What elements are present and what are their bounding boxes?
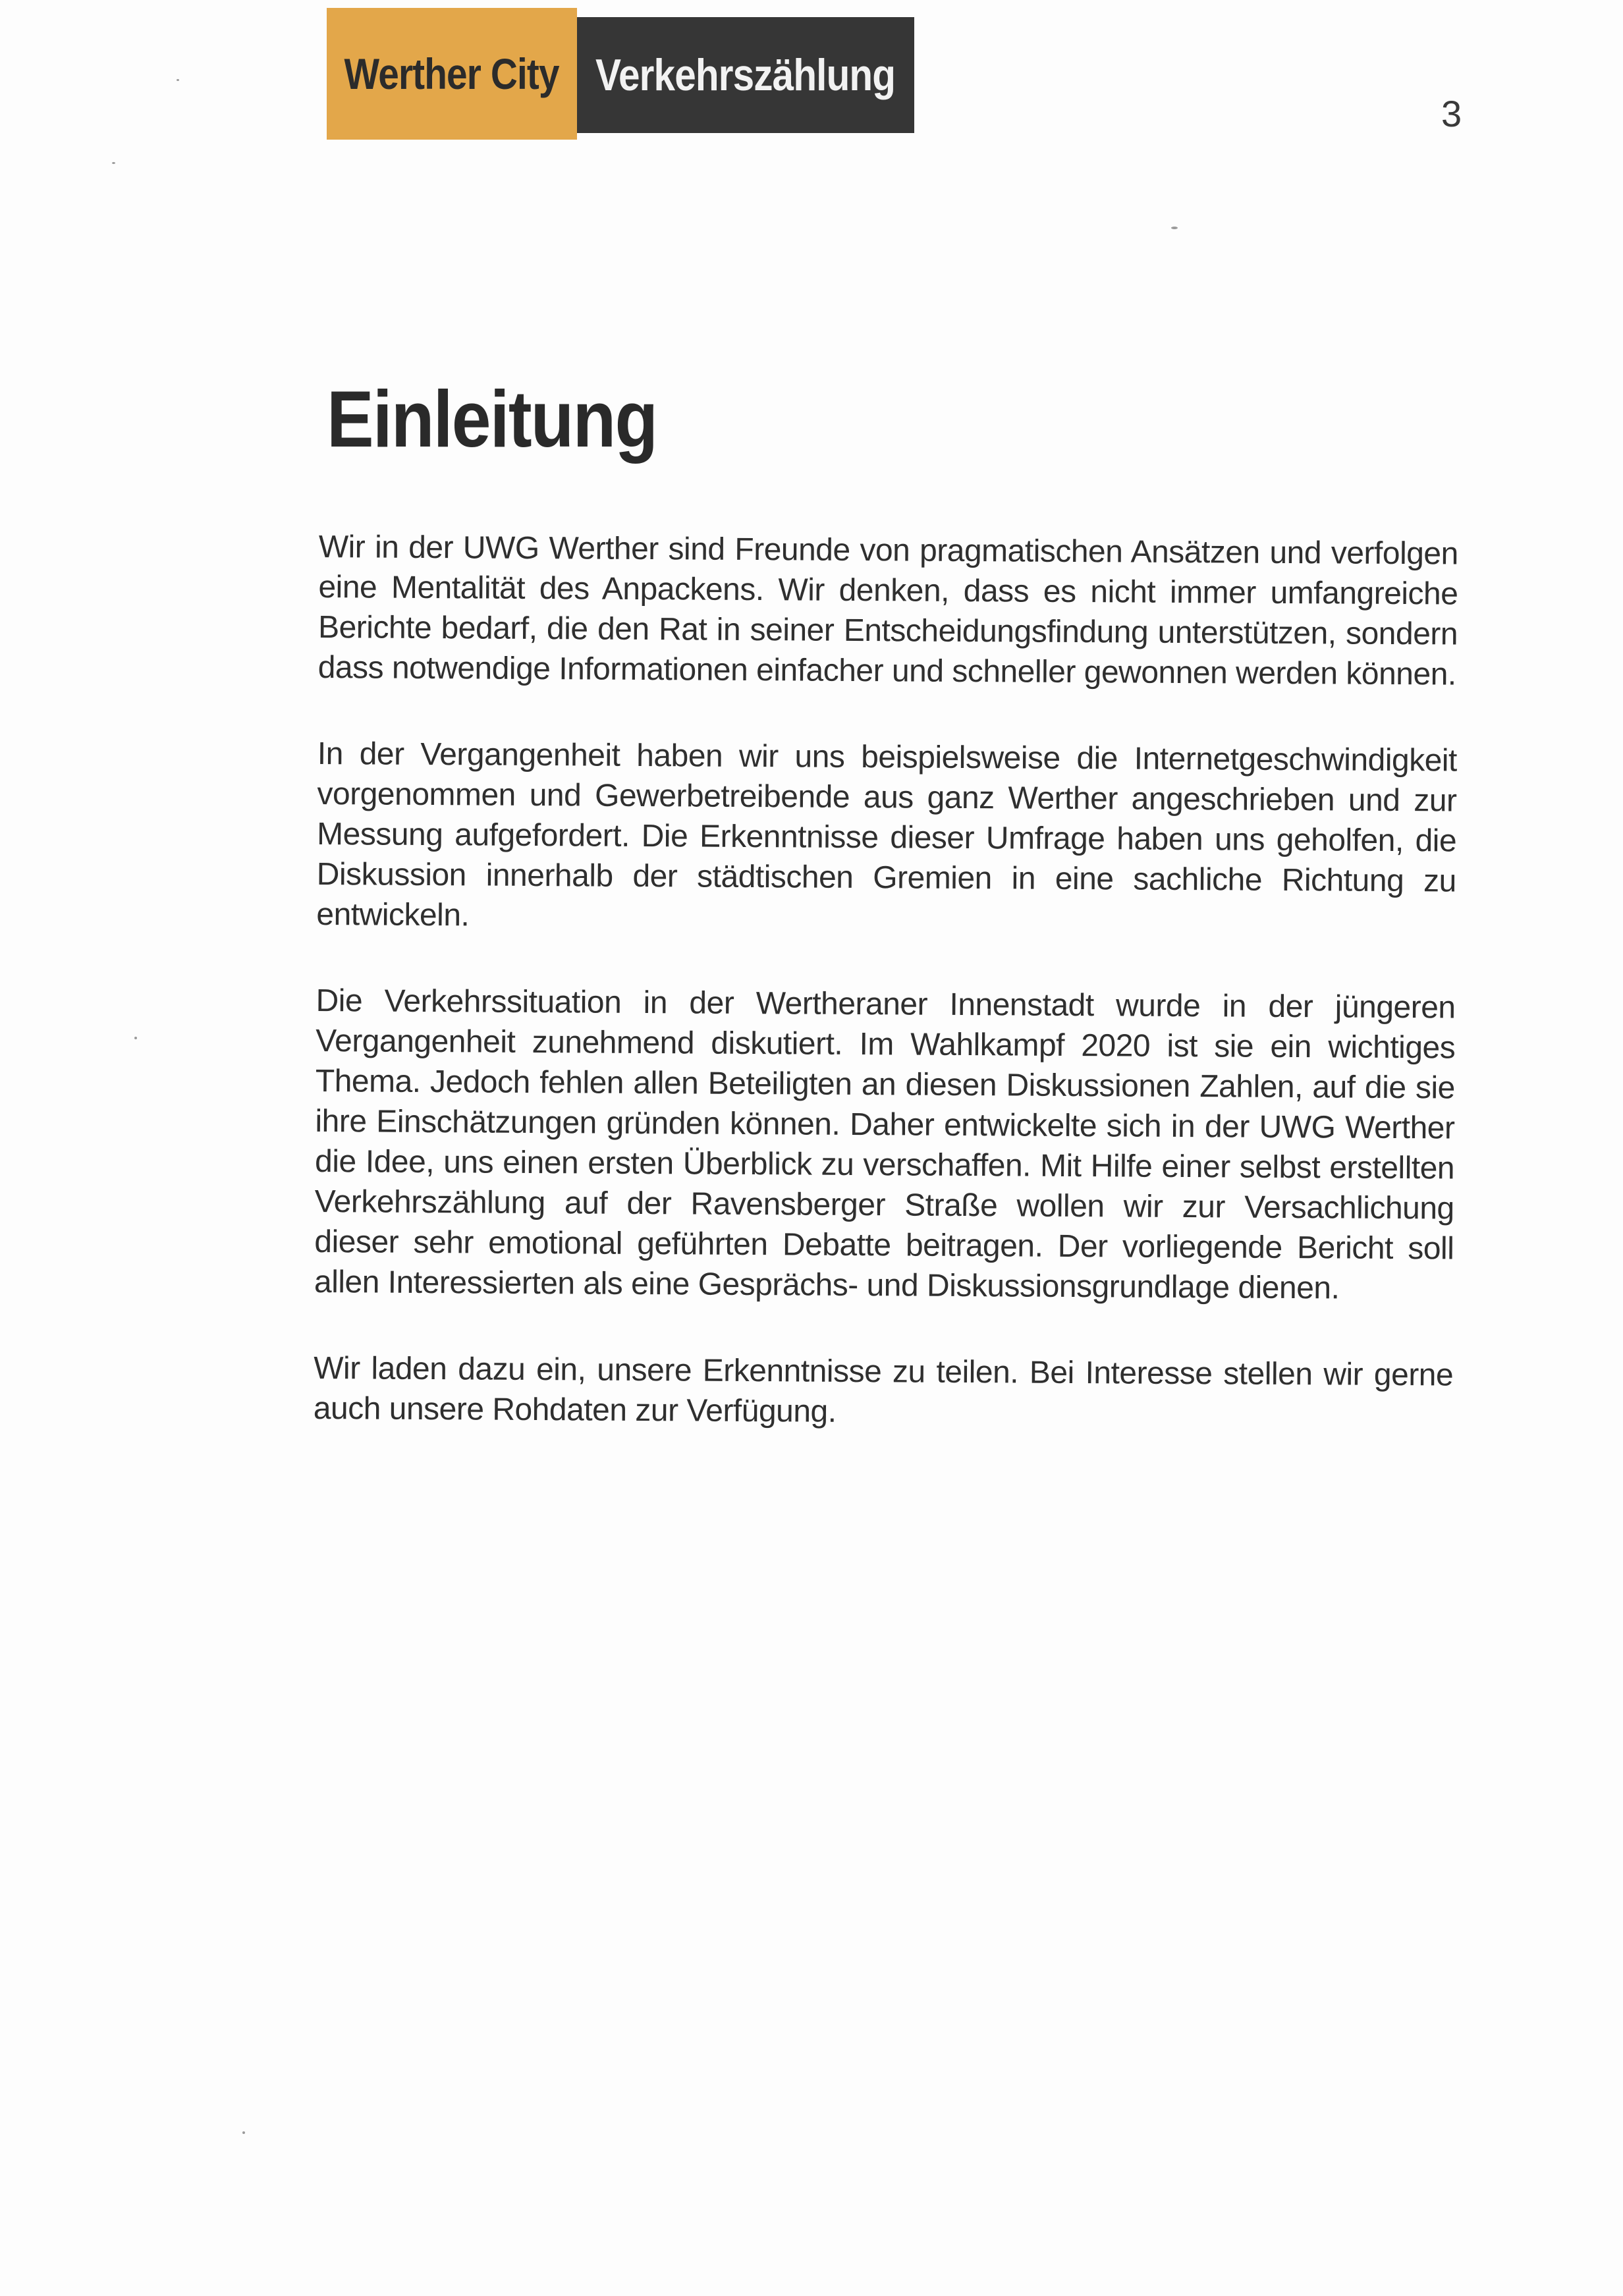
paragraph-1: Wir in der UWG Werther sind Freunde von pragmatischen Ansätzen und verfolgen eine Mentalität des Anpackens. Wir denken, dass es nicht immer umfangreiche Berichte bedarf, die den Rat in seiner Entscheidungsfindung unterstützen, sondern dass notwendige Informationen einfacher und schneller gewonnen werden können. (317, 529, 1458, 692)
scan-speck (112, 162, 115, 164)
page-title: Einleitung (327, 374, 657, 464)
scan-speck (1171, 227, 1178, 229)
header-badge-topic-label: Verkehrszählung (595, 50, 896, 100)
scan-speck (242, 2131, 245, 2134)
paragraph-2: In der Vergangenheit haben wir uns beispielsweise die Internetgeschwindigkeit vorgenommen und Gewerbetreibende aus ganz Werther angeschrieben und zur Messung aufgefordert. Die Erkenntnisse dieser Umfrage haben uns geholfen, die Diskussion innerhalb der städtischen Gremien in eine sachliche Richtung zu entwickeln. (316, 736, 1458, 933)
header-badge-city-label: Werther City (344, 49, 560, 98)
scan-speck (134, 1037, 137, 1039)
page-number: 3 (1441, 93, 1462, 134)
body-text (313, 527, 1458, 1482)
paragraph-4: Wir laden dazu ein, unsere Erkenntnisse zu teilen. Bei Interesse stellen wir gerne auch unsere Rohdaten zur Verfügung. (313, 1350, 1454, 1429)
paragraph-3: Die Verkehrssituation in der Wertheraner Innenstadt wurde in der jüngeren Vergangenheit zunehmend diskutiert. Im Wahlkampf 2020 ist sie ein wichtiges Thema. Jedoch fehlen allen Beteiligten an diesen Diskussionen Zahlen, auf die sie ihre Einschätzungen gründen können. Daher entwickelte sich in der UWG Werther die Idee, uns einen ersten Überblick zu verschaffen. Mit Hilfe einer selbst erstellten Verkehrszählung auf der Ravensberger Straße wollen wir zur Versachlichung dieser sehr emotional geführten Debatte beitragen. Der vorliegende Bericht soll allen Interessierten als eine Gesprächs- und Diskussionsgrundlage dienen. (314, 983, 1456, 1306)
header-badge-topic (577, 17, 914, 133)
scan-speck (177, 79, 179, 81)
header-badge (327, 8, 914, 138)
header-badge-city (327, 8, 577, 140)
